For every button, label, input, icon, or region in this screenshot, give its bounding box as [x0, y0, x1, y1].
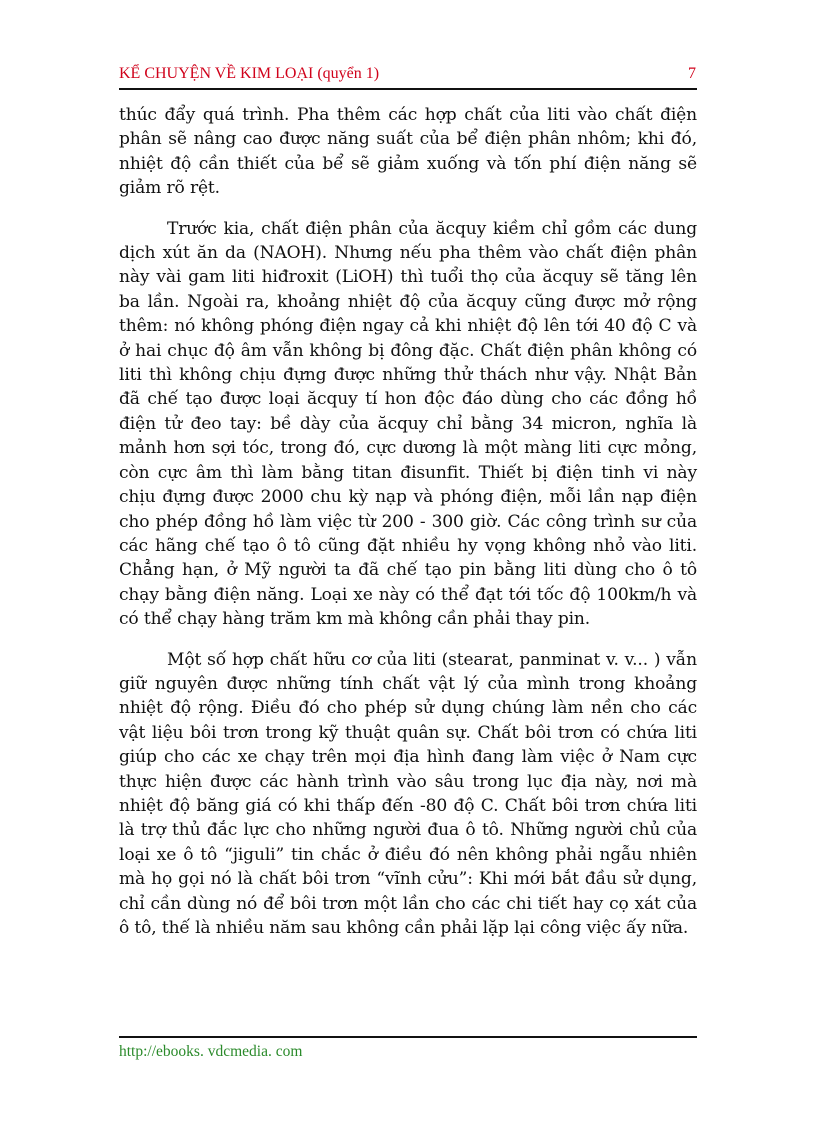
page-header — [119, 62, 697, 90]
footer-link[interactable]: http://ebooks. vdcmedia. com — [119, 1043, 303, 1060]
body-text — [119, 103, 697, 956]
footer-divider — [119, 1036, 697, 1038]
paragraph-lubricant: Một số hợp chất hữu cơ của liti (stearat, panminat v. v... ) vẫn giữ nguyên được những tính chất vật lý của mình trong khoảng nhiệt độ rộng. Điều đó cho phép sử dụng chúng làm nền cho các vật liệu bôi trơn trong kỹ thuật quân sự. Chất bôi trơn có chứa liti giúp cho các xe chạy trên mọi địa hình đang làm việc ở Nam cực thực hiện được các hành trình vào sâu trong lục địa này, nơi mà nhiệt độ băng giá có khi thấp đến -80 độ C. Chất bôi trơn chứa liti là trợ thủ đắc lực cho những người đua ô tô. Những người chủ của loại xe ô tô “jiguli” tin chắc ở điều đó nên không phải ngẫu nhiên mà họ gọi nó là chất bôi trơn “vĩnh cửu”: Khi mới bắt đầu sử dụng, chỉ cần dùng nó để bôi trơn một lần cho các chi tiết hay cọ xát của ô tô, thế là nhiều năm sau không cần phải lặp lại công việc ấy nữa. — [119, 649, 697, 938]
page-number: 7 — [688, 65, 696, 82]
book-title: KỂ CHUYỆN VỀ KIM LOẠI (quyển 1) — [119, 65, 380, 82]
paragraph-continuation: thúc đẩy quá trình. Pha thêm các hợp chất của liti vào chất điện phân sẽ nâng cao được năng suất của bể điện phân nhôm; khi đó, nhiệt độ cần thiết của bể sẽ giảm xuống và tốn phí điện năng sẽ giảm rõ rệt. — [119, 105, 697, 199]
paragraph-battery: Trước kia, chất điện phân của ăcquy kiềm chỉ gồm các dung dịch xút ăn da (NAOH). Nhưng nếu pha thêm vào chất điện phân này vài gam liti hiđroxit (LiOH) thì tuổi thọ của ăcquy sẽ tăng lên ba lần. Ngoài ra, khoảng nhiệt độ của ăcquy cũng được mở rộng thêm: nó không phóng điện ngay cả khi nhiệt độ lên tới 40 độ C và ở hai chục độ âm vẫn không bị đông đặc. Chất điện phân không có liti thì không chịu đựng được những thử thách như vậy. Nhật Bản đã chế tạo được loại ăcquy tí hon độc đáo dùng cho các đồng hồ điện tử đeo tay: bề dày của ăcquy chỉ bằng 34 micron, nghĩa là mảnh hơn sợi tóc, trong đó, cực dương là một màng liti cực mỏng, còn cực âm thì làm bằng titan đisunfit. Thiết bị điện tinh vi này chịu đựng được 2000 chu kỳ nạp và phóng điện, mỗi lần nạp điện cho phép đồng hồ làm việc từ 200 - 300 giờ. Các công trình sư của các hãng chế tạo ô tô cũng đặt nhiều hy vọng không nhỏ vào liti. Chẳng hạn, ở Mỹ người ta đã chế tạo pin bằng liti dùng cho ô tô chạy bằng điện năng. Loại xe này có thể đạt tới tốc độ 100km/h và có thể chạy hàng trăm km mà không cần phải thay pin. — [119, 218, 697, 630]
